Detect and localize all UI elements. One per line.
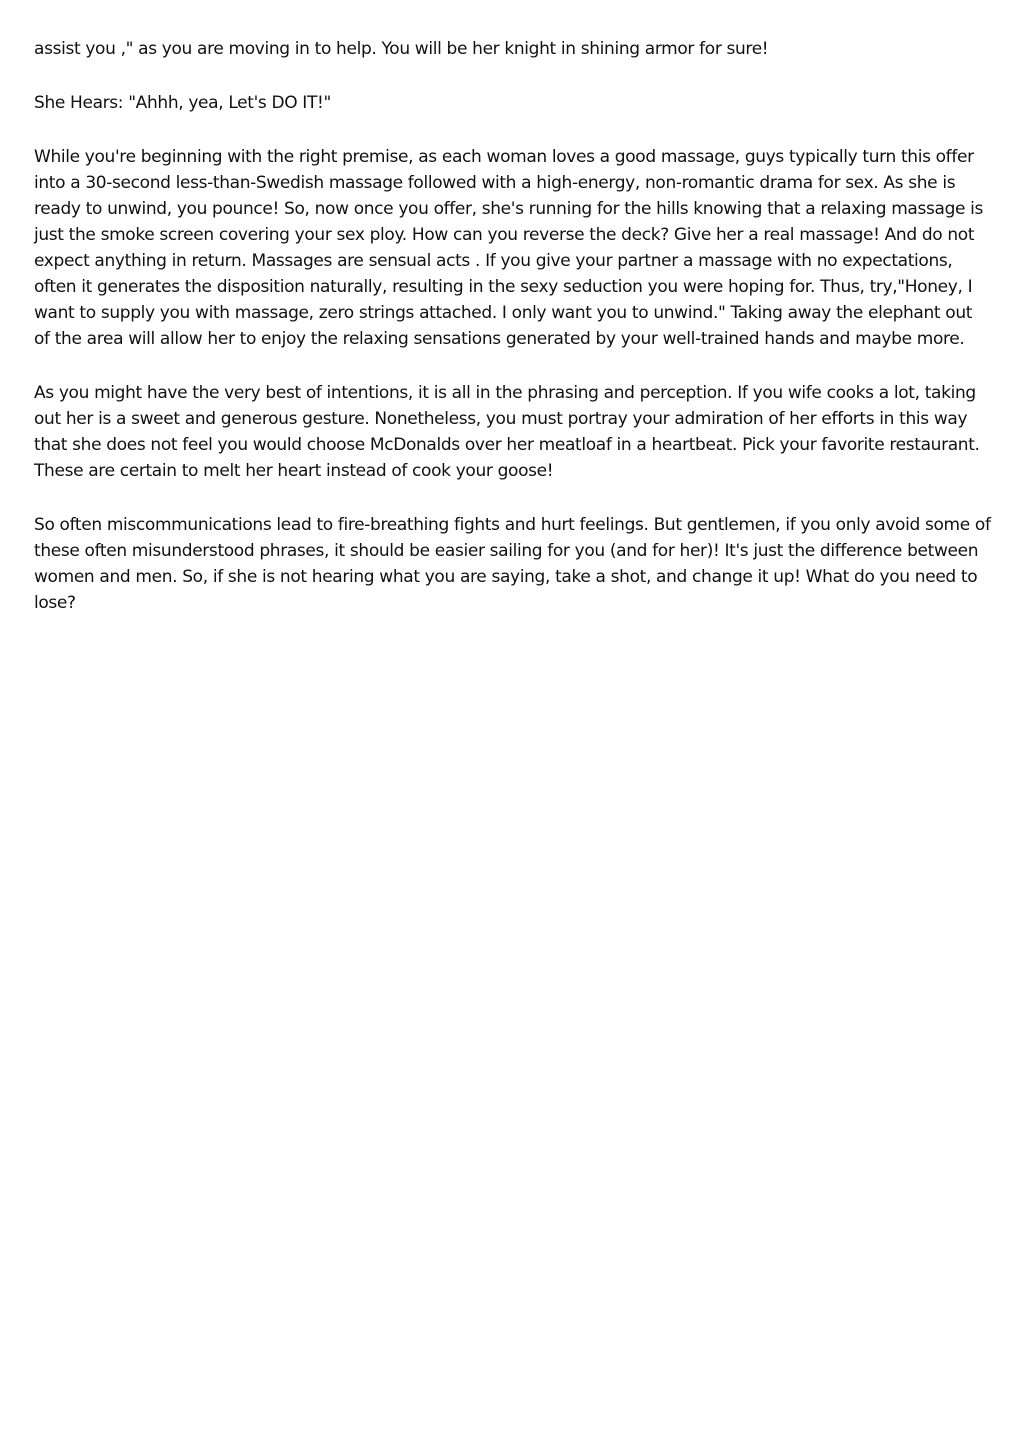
- paragraph-5: So often miscommunications lead to fire-breathing fights and hurt feelings. But gentlemen, if you only avoid some of these often misunderstood phrases, it should be easier sailing for you (and for her)! It's just the difference between women and men. So, if she is not hearing what you are saying, take a shot, and change it up! What do you need to lose?: [34, 515, 991, 613]
- paragraph-3: While you're beginning with the right premise, as each woman loves a good massage, guys typically turn this offer into a 30-second less-than-Swedish massage followed with a high-energy, non-romantic drama for sex. As she is ready to unwind, you pounce! So, now once you offer, she's running for the hills knowing that a relaxing massage is just the smoke screen covering your sex ploy. How can you reverse the deck? Give her a real massage! And do not expect anything in return. Massages are sensual acts . If you give your partner a massage with no expectations, often it generates the disposition naturally, resulting in the sexy seduction you were hoping for. Thus, try,"Honey, I want to supply you with massage, zero strings attached. I only want you to unwind." Taking away the elephant out of the area will allow her to enjoy the relaxing sensations generated by your well-trained hands and maybe more.: [34, 147, 984, 349]
- paragraph-4: As you might have the very best of intentions, it is all in the phrasing and perception. If you wife cooks a lot, taking out her is a sweet and generous gesture. Nonetheless, you must portray your admiration of her efforts in this way that she does not feel you would choose McDonalds over her meatloaf in a heartbeat. Pick your favorite restaurant. These are certain to melt her heart instead of cook your goose!: [34, 383, 980, 481]
- paragraph-1: assist you ," as you are moving in to help. You will be her knight in shining armor for sure!: [34, 39, 769, 59]
- document-page: [34, 36, 992, 644]
- paragraph-2: She Hears: "Ahhh, yea, Let's DO IT!": [34, 93, 331, 113]
